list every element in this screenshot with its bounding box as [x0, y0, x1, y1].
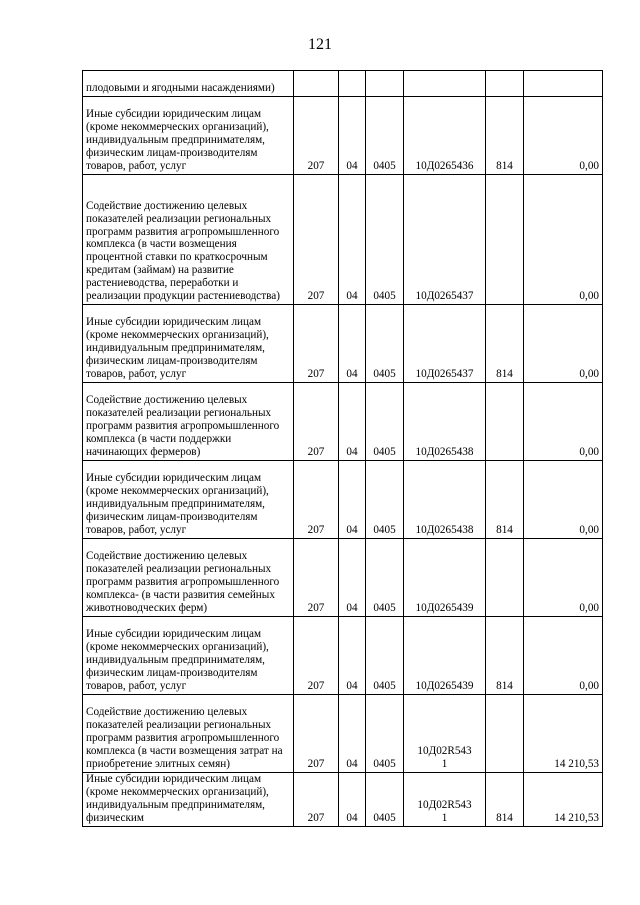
row-code-cell: 207	[294, 305, 339, 383]
row-type-cell: 814	[486, 461, 524, 539]
row-csr-cell: 10Д0265439	[404, 617, 486, 695]
row-sum-cell: 14 210,53	[524, 773, 603, 827]
table-row	[83, 175, 603, 305]
row-csr-cell: 10Д0265439	[404, 539, 486, 617]
row-name-cell: Иные субсидии юридическим лицам (кроме некоммерческих организаций), индивидуальным предпринимателям, физическим	[83, 773, 294, 827]
row-csr-cell: 10Д0265437	[404, 305, 486, 383]
row-subsection-cell: 0405	[366, 383, 404, 461]
row-csr-cell: 10Д0265438	[404, 461, 486, 539]
row-sum-cell: 0,00	[524, 175, 603, 305]
table-row	[83, 617, 603, 695]
row-name-cell: Иные субсидии юридическим лицам (кроме некоммерческих организаций), индивидуальным предпринимателям, физическим лицам-производителям товаров, работ, услуг	[83, 461, 294, 539]
row-type-cell: 814	[486, 617, 524, 695]
row-type-cell: 814	[486, 773, 524, 827]
row-name-cell: Иные субсидии юридическим лицам (кроме некоммерческих организаций), индивидуальным предпринимателям, физическим лицам-производителям товаров, работ, услуг	[83, 305, 294, 383]
row-type-cell	[486, 71, 524, 97]
row-code-cell: 207	[294, 461, 339, 539]
row-type-cell	[486, 695, 524, 773]
row-csr-cell: 10Д0265436	[404, 97, 486, 175]
row-name-cell: Содействие достижению целевых показателей реализации региональных программ развития агропромышленного комплекса (в части возмещения затрат на приобретение элитных семян)	[83, 695, 294, 773]
budget-table	[82, 70, 603, 827]
row-section-cell: 04	[339, 97, 366, 175]
row-sum-cell: 0,00	[524, 461, 603, 539]
table-row	[83, 461, 603, 539]
row-code-cell	[294, 71, 339, 97]
row-section-cell: 04	[339, 305, 366, 383]
row-sum-cell	[524, 71, 603, 97]
table-row	[83, 97, 603, 175]
row-type-cell: 814	[486, 97, 524, 175]
row-subsection-cell: 0405	[366, 305, 404, 383]
row-subsection-cell	[366, 71, 404, 97]
row-name-cell: Содействие достижению целевых показателей реализации региональных программ развития агропромышленного комплекса (в части возмещения процентной ставки по краткосрочным кредитам (займам) на развитие растениеводства, переработки и реализации продукции растениеводства)	[83, 175, 294, 305]
table-row	[83, 383, 603, 461]
row-csr-cell: 10Д02R543 1	[404, 773, 486, 827]
row-code-cell: 207	[294, 617, 339, 695]
row-type-cell	[486, 383, 524, 461]
row-csr-cell: 10Д02R543 1	[404, 695, 486, 773]
row-section-cell	[339, 71, 366, 97]
row-name-cell: Содействие достижению целевых показателей реализации региональных программ развития агропромышленного комплекса (в части поддержки начинающих фермеров)	[83, 383, 294, 461]
row-section-cell: 04	[339, 383, 366, 461]
table-row	[83, 695, 603, 773]
row-name-cell: Содействие достижению целевых показателей реализации региональных программ развития агропромышленного комплекса- (в части развития семейных животноводческих ферм)	[83, 539, 294, 617]
row-subsection-cell: 0405	[366, 539, 404, 617]
row-section-cell: 04	[339, 617, 366, 695]
row-subsection-cell: 0405	[366, 773, 404, 827]
row-subsection-cell: 0405	[366, 97, 404, 175]
row-subsection-cell: 0405	[366, 695, 404, 773]
row-type-cell: 814	[486, 305, 524, 383]
row-subsection-cell: 0405	[366, 617, 404, 695]
table-row	[83, 305, 603, 383]
row-section-cell: 04	[339, 695, 366, 773]
row-code-cell: 207	[294, 773, 339, 827]
row-code-cell: 207	[294, 539, 339, 617]
table-row	[83, 71, 603, 97]
row-csr-cell	[404, 71, 486, 97]
row-section-cell: 04	[339, 773, 366, 827]
row-code-cell: 207	[294, 695, 339, 773]
row-code-cell: 207	[294, 97, 339, 175]
row-name-cell: плодовыми и ягодными насаждениями)	[83, 71, 294, 97]
row-type-cell	[486, 175, 524, 305]
row-sum-cell: 0,00	[524, 305, 603, 383]
row-subsection-cell: 0405	[366, 461, 404, 539]
table-row	[83, 773, 603, 827]
row-sum-cell: 0,00	[524, 617, 603, 695]
page-number: 121	[308, 36, 332, 53]
row-csr-cell: 10Д0265438	[404, 383, 486, 461]
row-sum-cell: 0,00	[524, 97, 603, 175]
row-section-cell: 04	[339, 175, 366, 305]
row-name-cell: Иные субсидии юридическим лицам (кроме некоммерческих организаций), индивидуальным предпринимателям, физическим лицам-производителям товаров, работ, услуг	[83, 97, 294, 175]
row-subsection-cell: 0405	[366, 175, 404, 305]
row-sum-cell: 0,00	[524, 539, 603, 617]
row-code-cell: 207	[294, 175, 339, 305]
table-row	[83, 539, 603, 617]
row-name-cell: Иные субсидии юридическим лицам (кроме некоммерческих организаций), индивидуальным предпринимателям, физическим лицам-производителям товаров, работ, услуг	[83, 617, 294, 695]
row-section-cell: 04	[339, 461, 366, 539]
row-type-cell	[486, 539, 524, 617]
row-csr-cell: 10Д0265437	[404, 175, 486, 305]
row-sum-cell: 14 210,53	[524, 695, 603, 773]
row-sum-cell: 0,00	[524, 383, 603, 461]
row-code-cell: 207	[294, 383, 339, 461]
row-section-cell: 04	[339, 539, 366, 617]
table-body	[83, 71, 603, 827]
